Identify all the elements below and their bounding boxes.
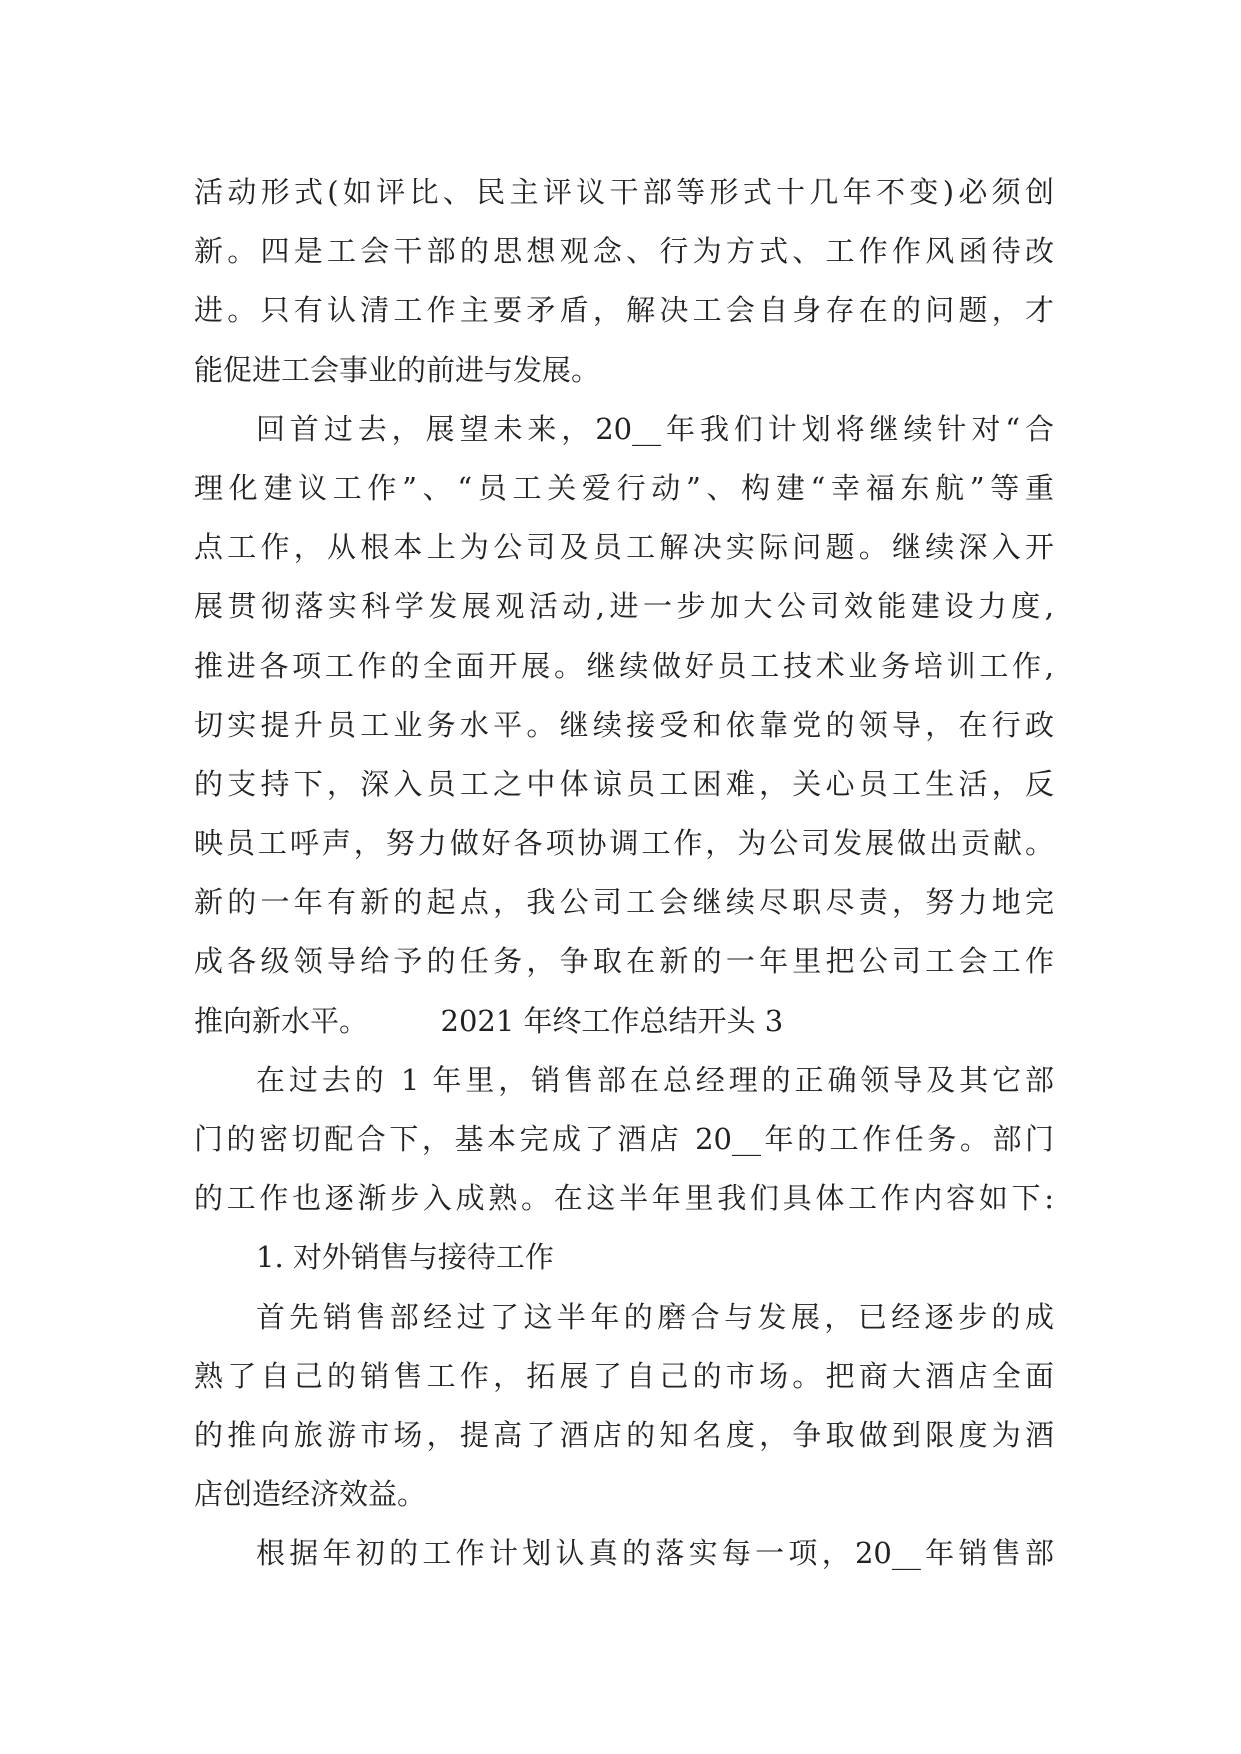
text-line: 理化建议工作”、“员工关爱行动”、构建“幸福东航”等重: [194, 470, 1054, 505]
text-line: 的推向旅游市场，提高了酒店的知名度，争取做到限度为酒: [194, 1417, 1054, 1452]
text-line: 首先销售部经过了这半年的磨合与发展，已经逐步的成: [256, 1299, 1054, 1334]
text-line: 的工作也逐渐步入成熟。在这半年里我们具体工作内容如下:: [194, 1181, 1054, 1216]
text-line: 的支持下，深入员工之中体谅员工困难，关心员工生活，反: [194, 766, 1054, 801]
text-line: 推向新水平。 2021 年终工作总结开头 3: [194, 1003, 784, 1038]
text-line: 门的密切配合下，基本完成了酒店 20__年的工作任务。部门: [194, 1122, 1054, 1156]
text-line: 在过去的 1 年里，销售部在总经理的正确领导及其它部: [256, 1062, 1054, 1097]
text-line: 成各级领导给予的任务，争取在新的一年里把公司工会工作: [194, 944, 1054, 979]
text-line: 进。只有认清工作主要矛盾，解决工会自身存在的问题，才: [194, 293, 1054, 328]
text-line: 活动形式(如评比、民主评议干部等形式十几年不变)必须创: [194, 175, 1054, 209]
text-line: 根据年初的工作计划认真的落实每一项，20__年销售部: [256, 1536, 1054, 1571]
text-line: 点工作，从根本上为公司及员工解决实际问题。继续深入开: [194, 530, 1054, 565]
text-line: 新的一年有新的起点，我公司工会继续尽职尽责，努力地完: [194, 885, 1054, 920]
text-line: 熟了自己的销售工作，拓展了自己的市场。把商大酒店全面: [194, 1358, 1054, 1393]
text-line: 店创造经济效益。: [194, 1477, 427, 1512]
text-line: 1. 对外销售与接待工作: [256, 1240, 554, 1275]
text-line: 展贯彻落实科学发展观活动,进一步加大公司效能建设力度,: [194, 589, 1054, 624]
text-line: 推进各项工作的全面开展。继续做好员工技术业务培训工作,: [194, 648, 1054, 683]
text-line: 新。四是工会干部的思想观念、行为方式、工作作风函待改: [194, 234, 1054, 269]
text-line: 切实提升员工业务水平。继续接受和依靠党的领导，在行政: [194, 707, 1054, 742]
document-body: [194, 163, 1054, 1584]
text-line: 能促进工会事业的前进与发展。: [194, 352, 601, 387]
text-line: 回首过去，展望未来，20__年我们计划将继续针对“合: [256, 411, 1054, 446]
text-line: 映员工呼声，努力做好各项协调工作，为公司发展做出贡献。: [194, 826, 1054, 861]
